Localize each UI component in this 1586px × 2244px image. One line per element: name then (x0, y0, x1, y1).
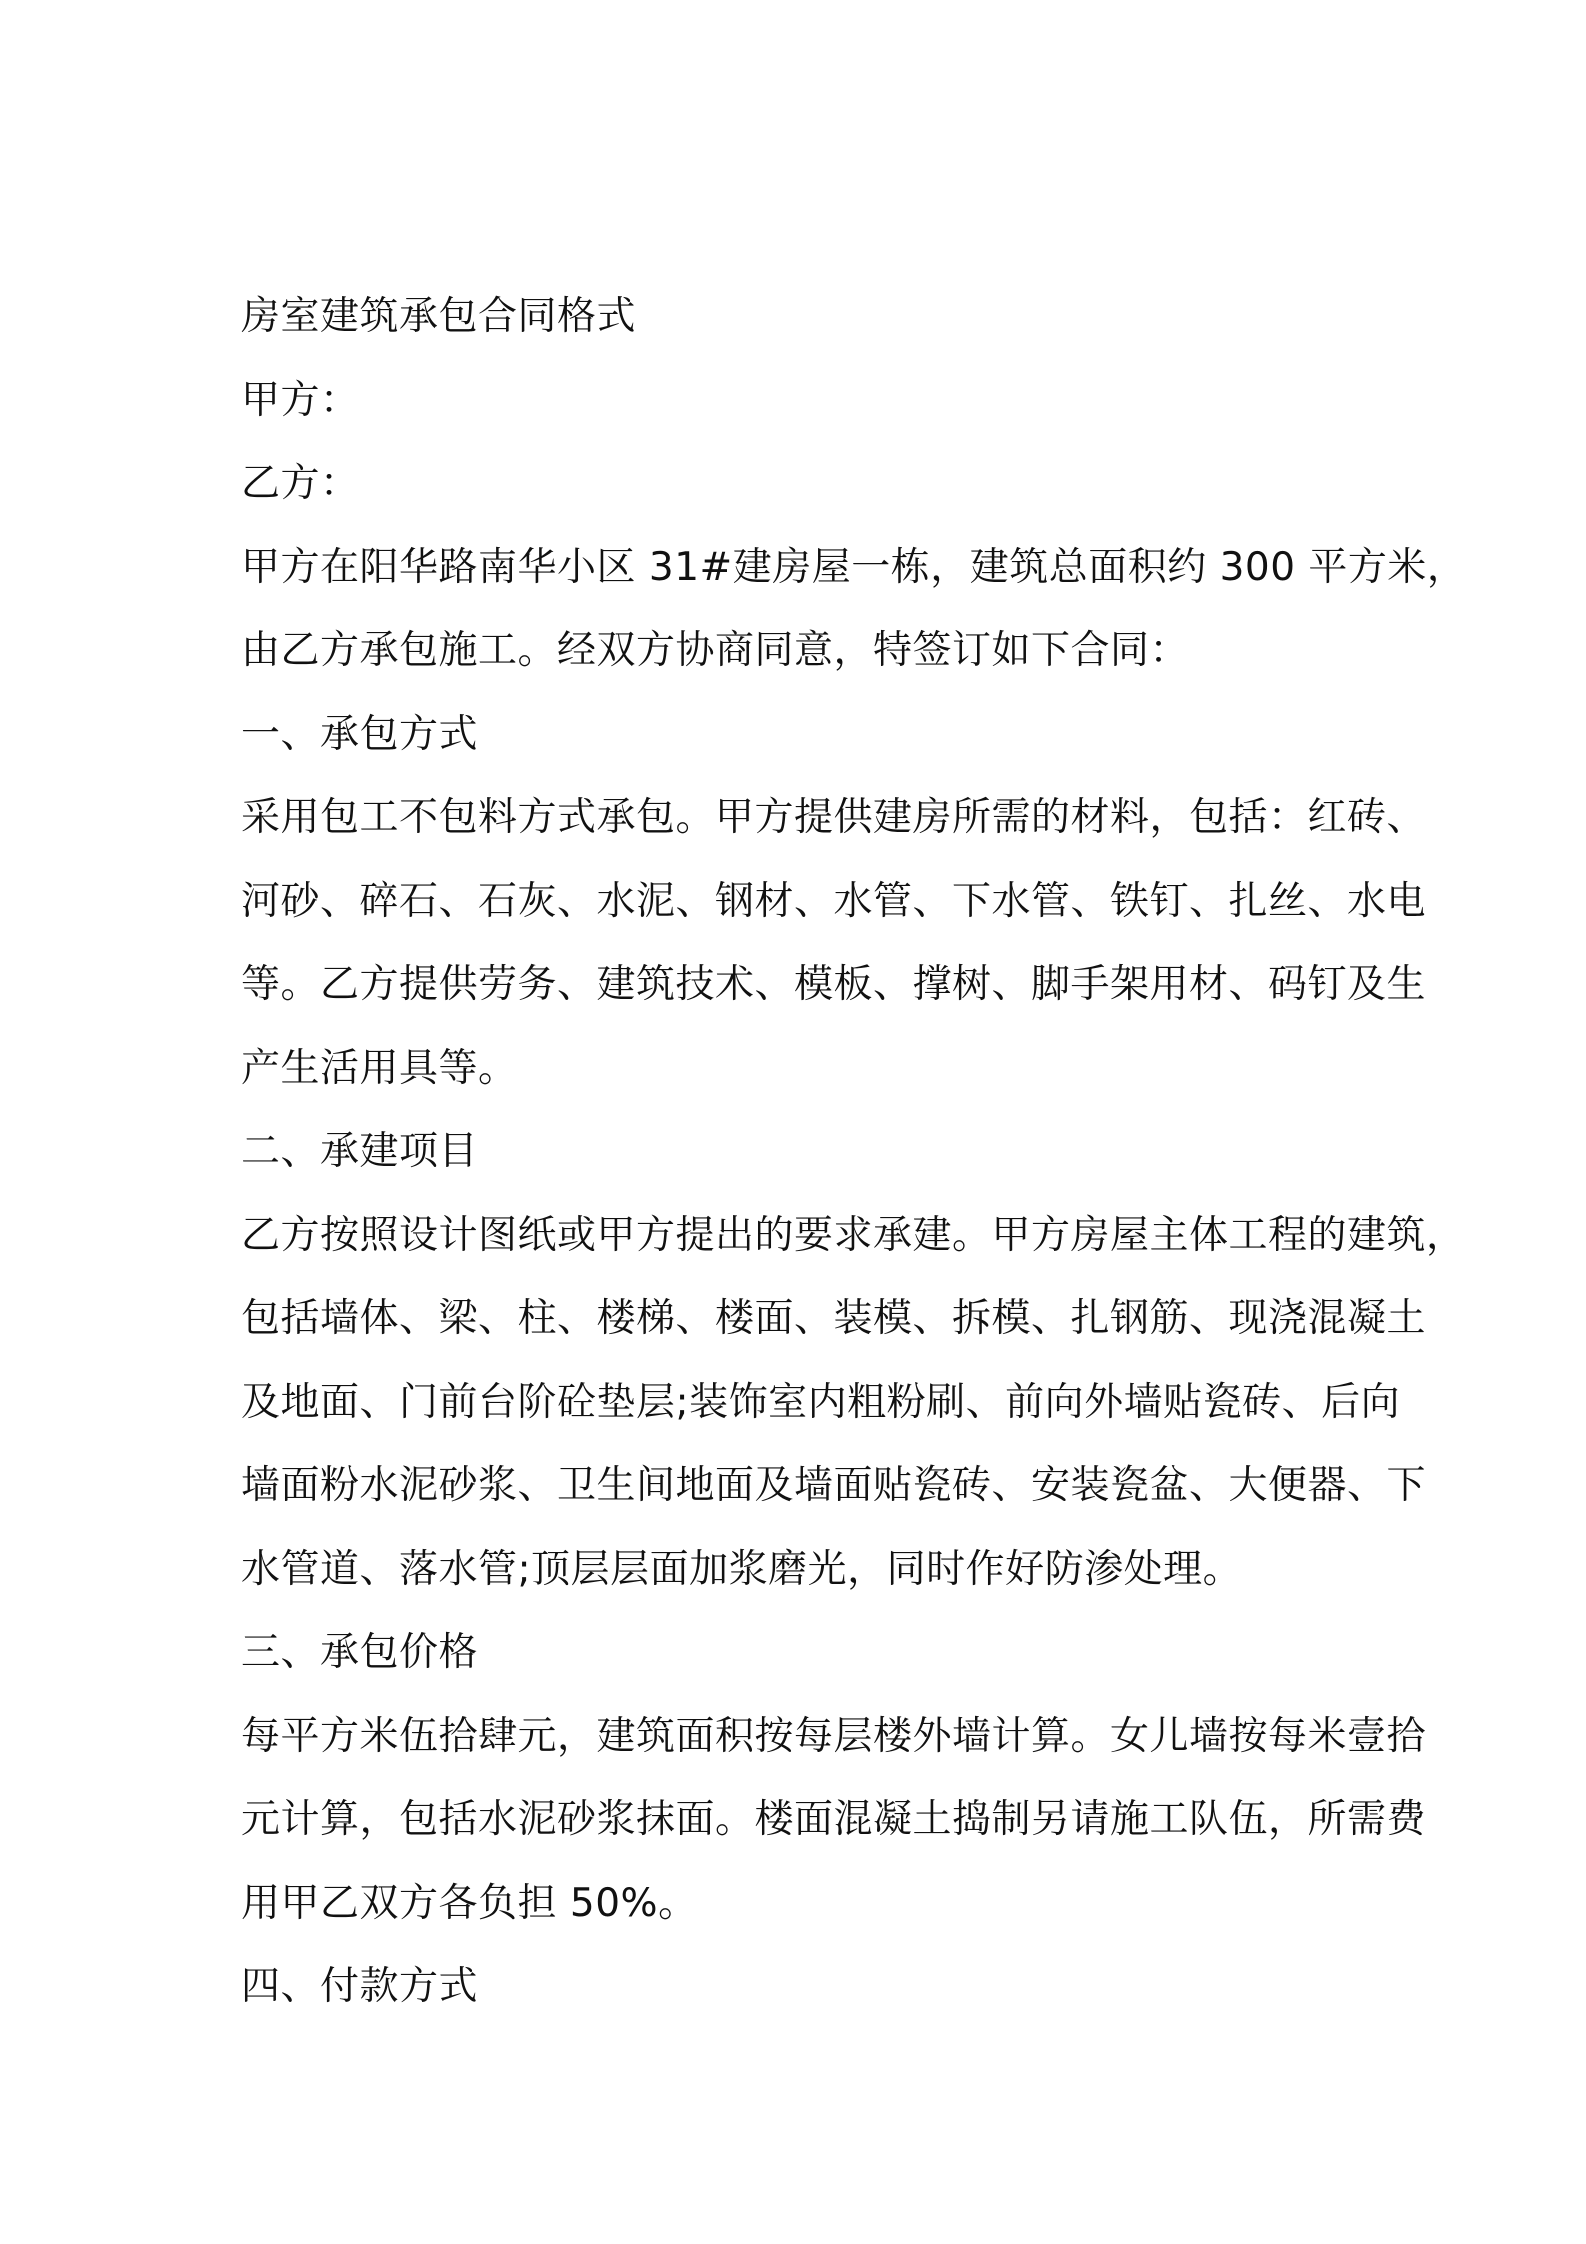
paragraph-line: 及地面、门前台阶砼垫层;装饰室内粗粉刷、前向外墙贴瓷砖、后向 (241, 1379, 1401, 1425)
document-title: 房室建筑承包合同格式 (241, 294, 637, 339)
paragraph-line: 等。乙方提供劳务、建筑技术、模板、撑树、脚手架用材、码钉及生 (241, 962, 1427, 1007)
paragraph-line: 河砂、碎石、石灰、水泥、钢材、水管、下水管、铁钉、扎丝、水电 (241, 878, 1427, 924)
paragraph-line: 采用包工不包料方式承包。甲方提供建房所需的材料，包括：红砖、 (241, 795, 1427, 840)
paragraph-line: 每平方米伍拾肆元，建筑面积按每层楼外墙计算。女儿墙按每米壹拾 (241, 1713, 1427, 1759)
party-a-field: 甲方： (241, 377, 360, 423)
paragraph-line: 产生活用具等。 (241, 1045, 518, 1091)
paragraph-line: 乙方按照设计图纸或甲方提出的要求承建。甲方房屋主体工程的建筑， (241, 1212, 1466, 1258)
section-heading: 三、承包价格 (241, 1630, 479, 1675)
paragraph-line: 包括墙体、梁、柱、楼梯、楼面、装模、拆模、扎钢筋、现浇混凝土 (241, 1296, 1427, 1341)
paragraph-line: 元计算，包括水泥砂浆抹面。楼面混凝土捣制另请施工队伍，所需费 (241, 1797, 1427, 1842)
paragraph-line: 墙面粉水泥砂浆、卫生间地面及墙面贴瓷砖、安装瓷盆、大便器、下 (241, 1463, 1427, 1508)
document-body (241, 275, 1467, 2029)
intro-line: 甲方在阳华路南华小区 31#建房屋一栋，建筑总面积约 300 平方米， (241, 544, 1467, 590)
section-heading: 二、承建项目 (241, 1129, 479, 1174)
paragraph-line: 用甲乙双方各负担 50%。 (241, 1880, 698, 1926)
intro-line: 由乙方承包施工。经双方协商同意，特签订如下合同： (241, 628, 1190, 673)
section-heading: 四、付款方式 (241, 1964, 479, 2009)
paragraph-line: 水管道、落水管;顶层层面加浆磨光，同时作好防渗处理。 (241, 1546, 1243, 1592)
party-b-field: 乙方： (241, 461, 360, 506)
section-heading: 一、承包方式 (241, 711, 479, 757)
